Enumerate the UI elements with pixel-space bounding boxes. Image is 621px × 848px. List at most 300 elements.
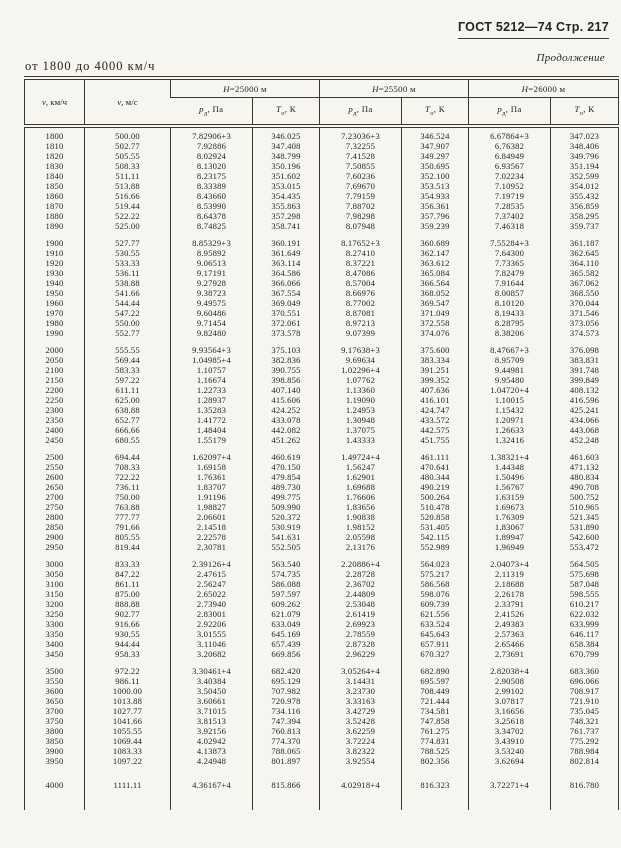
table-header — [25, 78, 619, 126]
table-row — [25, 726, 619, 736]
v-ms-cell: 972.22 — [85, 666, 171, 676]
p-26000-cell: 1.04720+4 — [469, 385, 551, 395]
t-26000-cell: 349.796 — [551, 151, 619, 161]
v-ms-cell: 625.00 — [85, 395, 171, 405]
p-25500-cell: 1.30948 — [320, 415, 402, 425]
block-gap — [25, 231, 619, 238]
p-25000-cell: 9.49575 — [171, 298, 253, 308]
v-ms-cell: 502.77 — [85, 141, 171, 151]
t-26000-cell: 361.187 — [551, 238, 619, 248]
t-26000-cell: 355.432 — [551, 191, 619, 201]
p-25000-cell: 8.02924 — [171, 151, 253, 161]
v-ms-cell: 638.88 — [85, 405, 171, 415]
t-25000-cell: 354.435 — [253, 191, 320, 201]
p-25500-cell: 8.37221 — [320, 258, 402, 268]
p-25000-cell: 9.06513 — [171, 258, 253, 268]
table-row — [25, 435, 619, 445]
p-25000-cell: 2.47615 — [171, 569, 253, 579]
p-25000-cell: 8.95892 — [171, 248, 253, 258]
t-symbol: T — [574, 104, 580, 115]
block-gap — [25, 552, 619, 559]
gap-cell — [320, 445, 402, 452]
p-26000-cell: 2.99102 — [469, 686, 551, 696]
v-kmh-cell: 2950 — [45, 542, 64, 552]
t-26000-cell: 531.890 — [551, 522, 619, 532]
gap-cell — [320, 552, 402, 559]
v-ms-cell: 902.77 — [85, 609, 171, 619]
p-25000-cell: 2.06601 — [171, 512, 253, 522]
t-25000-cell: 348.799 — [253, 151, 320, 161]
p-25500-cell: 8.66976 — [320, 288, 402, 298]
v-kmh-cell: 2750 — [45, 502, 64, 512]
p-25000-cell: 4.24948 — [171, 756, 253, 766]
t-25000-cell: 552.505 — [253, 542, 320, 552]
p-25000-cell: 8.33389 — [171, 181, 253, 191]
v-kmh-cell: 4000 — [45, 780, 64, 790]
gap-cell — [85, 338, 171, 345]
t-26000-cell: 610.217 — [551, 599, 619, 609]
p-26000-cell: 1.76309 — [469, 512, 551, 522]
t-25000-cell: 372.061 — [253, 318, 320, 328]
t-25500-cell: 774.831 — [402, 736, 469, 746]
v-ms-cell: 819.44 — [85, 542, 171, 552]
p-25000-cell: 8.43660 — [171, 191, 253, 201]
v-kmh-cell: 2500 — [45, 452, 64, 462]
p-25000-cell: 1.76361 — [171, 472, 253, 482]
p-25500-cell: 9.17638+3 — [320, 345, 402, 355]
t-25000-cell: 801.897 — [253, 756, 320, 766]
p-26000-cell: 3.62694 — [469, 756, 551, 766]
h-symbol: H — [372, 83, 379, 94]
p-25000-cell: 1.48404 — [171, 425, 253, 435]
v-kmh-cell: 2300 — [45, 405, 64, 415]
t-25500-cell: 416.101 — [402, 395, 469, 405]
p-25000-cell: 1.28937 — [171, 395, 253, 405]
p-26000-cell: 3.07817 — [469, 696, 551, 706]
t-25500-cell: 352.100 — [402, 171, 469, 181]
gap-cell — [253, 659, 320, 666]
t-26000-cell: 480.834 — [551, 472, 619, 482]
table-row — [25, 649, 619, 659]
table-row — [25, 126, 619, 141]
p-symbol: p — [497, 104, 503, 115]
t-25500-cell: 360.689 — [402, 238, 469, 248]
table-row — [25, 512, 619, 522]
v-kmh-cell: 3800 — [45, 726, 64, 736]
t-25000-cell: 351.602 — [253, 171, 320, 181]
gap-cell — [171, 552, 253, 559]
t-25500-cell: 747.858 — [402, 716, 469, 726]
p-26000-cell: 8.00857 — [469, 288, 551, 298]
p-25500-cell: 3.14431 — [320, 676, 402, 686]
p-26000-cell: 6.76382 — [469, 141, 551, 151]
p-26000-cell: 2.33791 — [469, 599, 551, 609]
p-25000-cell: 4.02942 — [171, 736, 253, 746]
p-25000-cell: 3.40384 — [171, 676, 253, 686]
p-26000-cell: 1.89947 — [469, 532, 551, 542]
col-header-v-kmh — [25, 78, 85, 126]
p-25500-cell: 8.47086 — [320, 268, 402, 278]
v-kmh-cell: 2250 — [45, 395, 64, 405]
t-26000-cell: 347.023 — [551, 126, 619, 141]
extension-cell — [402, 790, 469, 810]
v-kmh-cell: 2200 — [45, 385, 64, 395]
v-ms-cell: 522.22 — [85, 211, 171, 221]
p-25000-cell: 2.73940 — [171, 599, 253, 609]
p-26000-cell: 2.26178 — [469, 589, 551, 599]
p-25000-cell: 9.71454 — [171, 318, 253, 328]
v-kmh-cell: 1920 — [45, 258, 64, 268]
gap-cell — [85, 231, 171, 238]
t-26000-cell: 370.044 — [551, 298, 619, 308]
t-25000-cell: 720.978 — [253, 696, 320, 706]
t-25500-cell: 500.264 — [402, 492, 469, 502]
p-26000-cell: 7.82479 — [469, 268, 551, 278]
v-kmh-cell: 1840 — [45, 171, 64, 181]
gap-cell — [469, 766, 551, 780]
p-25500-cell: 7.23036+3 — [320, 126, 402, 141]
v-ms-cell: 652.77 — [85, 415, 171, 425]
p-26000-cell: 1.83067 — [469, 522, 551, 532]
v-ms-cell: 986.11 — [85, 676, 171, 686]
p-25500-cell: 2.13176 — [320, 542, 402, 552]
v-ms-cell: 708.33 — [85, 462, 171, 472]
v-ms-cell: 505.55 — [85, 151, 171, 161]
v-ms-cell: 763.88 — [85, 502, 171, 512]
v-kmh-cell: 2800 — [45, 512, 64, 522]
p-25500-cell: 2.53048 — [320, 599, 402, 609]
p-25000-cell: 4.36167+4 — [171, 780, 253, 790]
t-25500-cell: 708.449 — [402, 686, 469, 696]
p-26000-cell: 2.04073+4 — [469, 559, 551, 569]
p-25000-cell: 1.22733 — [171, 385, 253, 395]
table-row — [25, 238, 619, 248]
p-25000-cell: 3.11046 — [171, 639, 253, 649]
t-26000-cell: 775.292 — [551, 736, 619, 746]
t-25500-cell: 670.327 — [402, 649, 469, 659]
t-25500-cell: 734.581 — [402, 706, 469, 716]
t-25000-cell: 621.079 — [253, 609, 320, 619]
h-symbol: H — [521, 83, 529, 94]
table-row — [25, 706, 619, 716]
gap-cell — [25, 766, 85, 780]
table-row — [25, 746, 619, 756]
v-ms-cell: 552.77 — [85, 328, 171, 338]
p-26000-cell: 8.28795 — [469, 318, 551, 328]
t-26000-cell: 683.360 — [551, 666, 619, 676]
v-kmh-cell: 3250 — [45, 609, 64, 619]
t-26000-cell: 365.582 — [551, 268, 619, 278]
block-gap — [25, 338, 619, 345]
t-25500-cell: 645.643 — [402, 629, 469, 639]
p-25000-cell: 2.22578 — [171, 532, 253, 542]
gap-cell — [171, 445, 253, 452]
t-26000-cell: 356.859 — [551, 201, 619, 211]
col-header-t-26000 — [551, 98, 619, 127]
t-26000-cell: 452.248 — [551, 435, 619, 445]
v-kmh-cell: 3650 — [45, 696, 64, 706]
p-25000-cell: 2.83001 — [171, 609, 253, 619]
p-25500-cell: 1.90838 — [320, 512, 402, 522]
v-kmh-cell: 2400 — [45, 425, 64, 435]
v-kmh-cell: 1820 — [45, 151, 64, 161]
t-26000-cell: 500.752 — [551, 492, 619, 502]
t-26000-cell: 371.546 — [551, 308, 619, 318]
p-25500-cell: 1.98152 — [320, 522, 402, 532]
p-25500-cell: 1.37075 — [320, 425, 402, 435]
gap-cell — [171, 338, 253, 345]
p-25500-cell: 2.36702 — [320, 579, 402, 589]
t-26000-cell: 670.799 — [551, 649, 619, 659]
extension-cell — [253, 790, 320, 810]
table-row — [25, 268, 619, 278]
p-26000-cell: 7.73365 — [469, 258, 551, 268]
v-kmh-cell: 3550 — [45, 676, 64, 686]
continuation-label: Продолжение — [536, 52, 605, 64]
t-25000-cell: 355.863 — [253, 201, 320, 211]
v-ms-cell: 1111.11 — [85, 780, 171, 790]
v-kmh-cell: 1850 — [45, 181, 64, 191]
v-ms-cell: 538.88 — [85, 278, 171, 288]
t-25500-cell: 424.747 — [402, 405, 469, 415]
p-25500-cell: 2.78559 — [320, 629, 402, 639]
p-26000-cell: 6.67864+3 — [469, 126, 551, 141]
t-25500-cell: 695.597 — [402, 676, 469, 686]
p-26000-cell: 3.72271+4 — [469, 780, 551, 790]
h-value: =26000 м — [528, 83, 566, 94]
v-ms-cell: 736.11 — [85, 482, 171, 492]
h-symbol: H — [223, 83, 230, 94]
p-26000-cell: 8.47667+3 — [469, 345, 551, 355]
p-unit: , Па — [207, 104, 224, 115]
p-25000-cell: 3.71015 — [171, 706, 253, 716]
gap-cell — [551, 659, 619, 666]
block-gap — [25, 659, 619, 666]
p-26000-cell: 3.53240 — [469, 746, 551, 756]
p-26000-cell: 7.02234 — [469, 171, 551, 181]
v-kmh-cell: 3400 — [45, 639, 64, 649]
v-ms-cell: 508.33 — [85, 161, 171, 171]
table-row — [25, 522, 619, 532]
p-25500-cell: 1.43333 — [320, 435, 402, 445]
gap-cell — [320, 338, 402, 345]
p-25500-cell: 3.52428 — [320, 716, 402, 726]
t-unit: , К — [583, 104, 595, 115]
table-row — [25, 345, 619, 355]
gost-header: ГОСТ 5212—74 Стр. 217 — [458, 20, 609, 39]
table-row — [25, 328, 619, 338]
p-26000-cell: 1.10015 — [469, 395, 551, 405]
gap-cell — [253, 231, 320, 238]
v-ms-cell: 1000.00 — [85, 686, 171, 696]
v-ms-cell: 666.66 — [85, 425, 171, 435]
p-25500-cell: 3.62259 — [320, 726, 402, 736]
p-25500-cell: 2.20886+4 — [320, 559, 402, 569]
p-26000-cell: 8.38206 — [469, 328, 551, 338]
table-row — [25, 191, 619, 201]
t-25000-cell: 657.439 — [253, 639, 320, 649]
table-row — [25, 258, 619, 268]
t-25500-cell: 542.115 — [402, 532, 469, 542]
gap-cell — [402, 552, 469, 559]
t-25000-cell: 369.049 — [253, 298, 320, 308]
t-26000-cell: 391.748 — [551, 365, 619, 375]
t-25000-cell: 347.408 — [253, 141, 320, 151]
t-25500-cell: 470.641 — [402, 462, 469, 472]
v-kmh-cell: 1910 — [45, 248, 64, 258]
t-25500-cell: 609.739 — [402, 599, 469, 609]
p-subscript: д — [353, 110, 357, 118]
t-26000-cell: 376.098 — [551, 345, 619, 355]
table-row — [25, 278, 619, 288]
v-ms-cell: 569.44 — [85, 355, 171, 365]
p-26000-cell: 1.44348 — [469, 462, 551, 472]
v-ms-cell: 519.44 — [85, 201, 171, 211]
v-kmh-cell: 2450 — [45, 435, 64, 445]
p-25500-cell: 8.17652+3 — [320, 238, 402, 248]
p-25500-cell: 1.07762 — [320, 375, 402, 385]
t-25500-cell: 356.361 — [402, 201, 469, 211]
t-25500-cell: 552.989 — [402, 542, 469, 552]
t-25000-cell: 563.540 — [253, 559, 320, 569]
p-26000-cell: 8.19433 — [469, 308, 551, 318]
v-ms-cell: 541.66 — [85, 288, 171, 298]
group-header-h26000 — [469, 78, 619, 98]
v-kmh-cell: 1930 — [45, 268, 64, 278]
t-25500-cell: 721.444 — [402, 696, 469, 706]
p-25500-cell: 7.88702 — [320, 201, 402, 211]
v-kmh-cell: 3900 — [45, 746, 64, 756]
t-26000-cell: 348.406 — [551, 141, 619, 151]
t-25000-cell: 815.866 — [253, 780, 320, 790]
v-kmh-unit: , км/ч — [45, 97, 67, 107]
t-25000-cell: 363.114 — [253, 258, 320, 268]
gap-cell — [25, 445, 85, 452]
p-26000-cell: 8.95709 — [469, 355, 551, 365]
p-26000-cell: 1.38321+4 — [469, 452, 551, 462]
table-row — [25, 542, 619, 552]
t-26000-cell: 696.066 — [551, 676, 619, 686]
t-unit: , К — [284, 104, 296, 115]
t-25000-cell: 407.140 — [253, 385, 320, 395]
v-kmh-cell: 3850 — [45, 736, 64, 746]
p-25500-cell: 4.02918+4 — [320, 780, 402, 790]
p-25000-cell: 7.92886 — [171, 141, 253, 151]
t-25000-cell: 489.730 — [253, 482, 320, 492]
v-ms-cell: 805.55 — [85, 532, 171, 542]
t-26000-cell: 622.032 — [551, 609, 619, 619]
table-row — [25, 452, 619, 462]
p-25500-cell: 3.42729 — [320, 706, 402, 716]
v-ms-cell: 530.55 — [85, 248, 171, 258]
t-25000-cell: 470.150 — [253, 462, 320, 472]
v-ms-cell: 791.66 — [85, 522, 171, 532]
t-26000-cell: 587.048 — [551, 579, 619, 589]
table-row — [25, 462, 619, 472]
p-25000-cell: 9.17191 — [171, 268, 253, 278]
p-26000-cell: 7.28535 — [469, 201, 551, 211]
t-25000-cell: 364.586 — [253, 268, 320, 278]
v-ms-cell: 833.33 — [85, 559, 171, 569]
t-25000-cell: 353.015 — [253, 181, 320, 191]
v-kmh-cell: 2150 — [45, 375, 64, 385]
p-25500-cell: 2.44809 — [320, 589, 402, 599]
gap-cell — [320, 659, 402, 666]
p-25500-cell: 1.13360 — [320, 385, 402, 395]
table-row — [25, 405, 619, 415]
p-25000-cell: 3.81513 — [171, 716, 253, 726]
t-25500-cell: 349.297 — [402, 151, 469, 161]
v-kmh-cell: 3200 — [45, 599, 64, 609]
t-25000-cell: 541.631 — [253, 532, 320, 542]
v-kmh-cell: 1950 — [45, 288, 64, 298]
gap-cell — [171, 659, 253, 666]
t-26000-cell: 575.698 — [551, 569, 619, 579]
v-ms-cell: 722.22 — [85, 472, 171, 482]
t-25000-cell: 357.298 — [253, 211, 320, 221]
v-ms-cell: 611.11 — [85, 385, 171, 395]
p-26000-cell: 1.56767 — [469, 482, 551, 492]
t-25000-cell: 586.088 — [253, 579, 320, 589]
v-ms-cell: 536.11 — [85, 268, 171, 278]
t-25000-cell: 451.262 — [253, 435, 320, 445]
table-row — [25, 569, 619, 579]
t-25500-cell: 371.049 — [402, 308, 469, 318]
table-row — [25, 151, 619, 161]
table-row — [25, 415, 619, 425]
t-25000-cell: 390.755 — [253, 365, 320, 375]
p-26000-cell: 2.90508 — [469, 676, 551, 686]
gap-cell — [253, 766, 320, 780]
gap-cell — [402, 338, 469, 345]
p-26000-cell: 9.95480 — [469, 375, 551, 385]
t-25000-cell: 645.169 — [253, 629, 320, 639]
v-ms-cell: 597.22 — [85, 375, 171, 385]
gap-cell — [253, 338, 320, 345]
p-25000-cell: 1.83707 — [171, 482, 253, 492]
t-25000-cell: 499.775 — [253, 492, 320, 502]
t-25000-cell: 375.103 — [253, 345, 320, 355]
p-26000-cell: 1.69673 — [469, 502, 551, 512]
col-header-p-25000 — [171, 98, 253, 127]
t-25000-cell: 747.394 — [253, 716, 320, 726]
p-26000-cell: 1.15432 — [469, 405, 551, 415]
v-kmh-cell: 3150 — [45, 589, 64, 599]
v-ms-unit: , м/с — [121, 97, 138, 107]
p-25500-cell: 8.07948 — [320, 221, 402, 231]
p-25500-cell: 1.02296+4 — [320, 365, 402, 375]
t-26000-cell: 434.066 — [551, 415, 619, 425]
t-25500-cell: 788.525 — [402, 746, 469, 756]
data-table — [24, 76, 619, 810]
table-row — [25, 666, 619, 676]
t-symbol: T — [425, 104, 431, 115]
table-row — [25, 780, 619, 790]
table-row — [25, 676, 619, 686]
gap-cell — [469, 552, 551, 559]
t-25000-cell: 367.554 — [253, 288, 320, 298]
t-26000-cell: 510.965 — [551, 502, 619, 512]
p-unit: , Па — [505, 104, 522, 115]
gap-cell — [320, 766, 402, 780]
p-26000-cell: 2.18688 — [469, 579, 551, 589]
p-25000-cell: 1.62097+4 — [171, 452, 253, 462]
t-25500-cell: 510.478 — [402, 502, 469, 512]
p-25500-cell: 1.76606 — [320, 492, 402, 502]
h-value: =25500 м — [378, 83, 416, 94]
table-row — [25, 492, 619, 502]
v-ms-cell: 1055.55 — [85, 726, 171, 736]
